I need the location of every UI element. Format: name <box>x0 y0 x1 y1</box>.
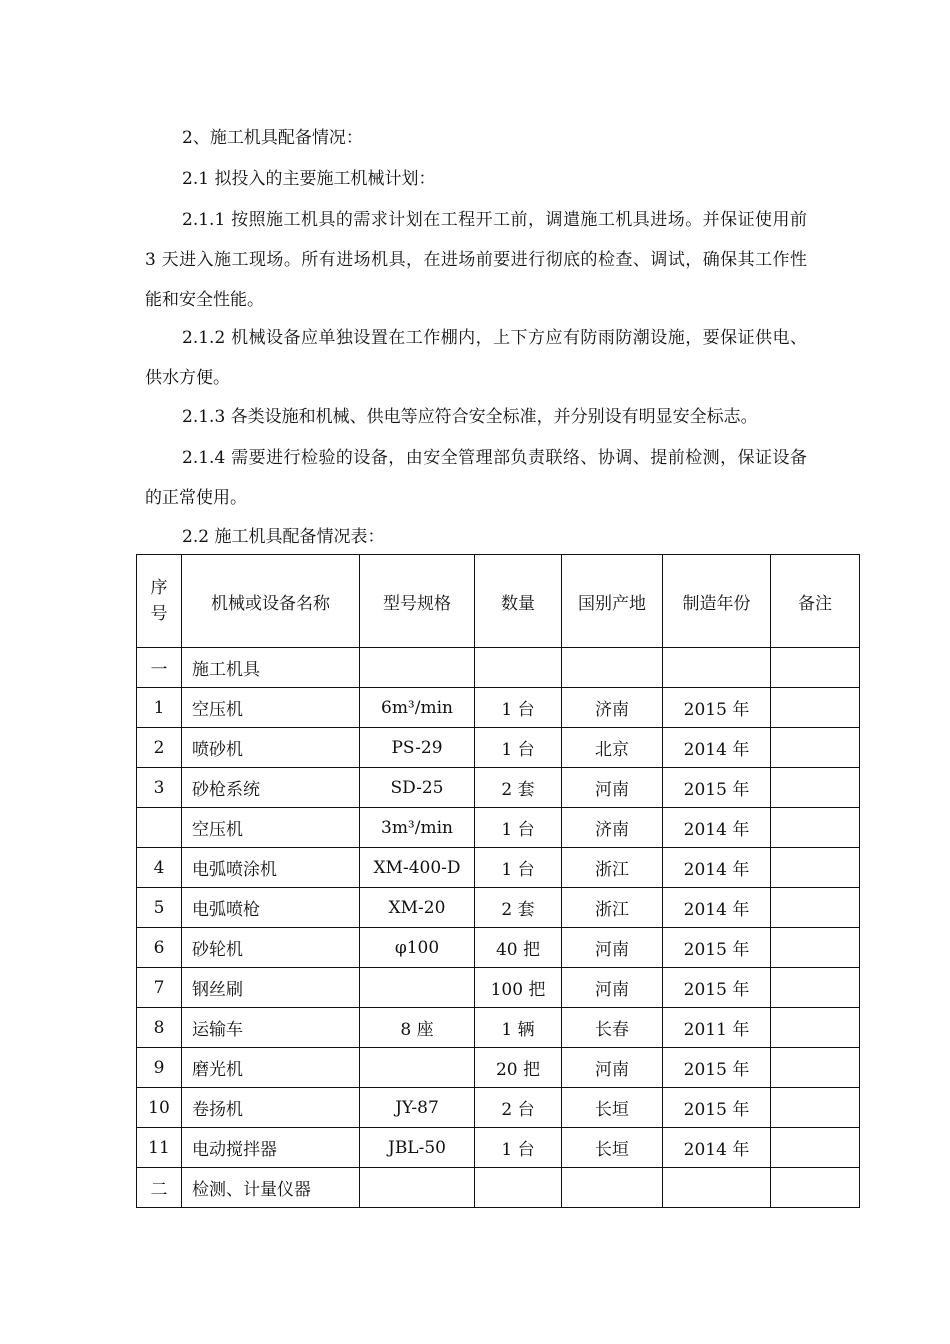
cell-name: 空压机 <box>182 688 360 728</box>
header-note: 备注 <box>771 555 860 648</box>
cell-year: 2015 年 <box>663 688 771 728</box>
paragraph-2-1-4: 2.1.4 需要进行检验的设备，由安全管理部负责联络、协调、提前检测，保证设备的正常使用。 <box>145 448 807 508</box>
cell-seq: 11 <box>137 1128 182 1168</box>
table-row <box>137 648 860 688</box>
cell-note <box>771 688 860 728</box>
cell-qty: 1 台 <box>475 688 562 728</box>
cell-name: 电弧喷涂机 <box>182 848 360 888</box>
cell-qty: 1 台 <box>475 848 562 888</box>
cell-origin: 浙江 <box>562 848 663 888</box>
cell-model <box>360 968 475 1008</box>
cell-seq: 一 <box>137 648 182 688</box>
cell-origin: 长垣 <box>562 1088 663 1128</box>
cell-model: XM-400-D <box>360 848 475 888</box>
cell-model <box>360 1048 475 1088</box>
cell-model: 8 座 <box>360 1008 475 1048</box>
cell-qty <box>475 648 562 688</box>
cell-model: 3m³/min <box>360 808 475 848</box>
table-row <box>137 808 860 848</box>
cell-year <box>663 648 771 688</box>
cell-year: 2015 年 <box>663 768 771 808</box>
table-row <box>137 968 860 1008</box>
cell-model: 6m³/min <box>360 688 475 728</box>
cell-year: 2014 年 <box>663 1128 771 1168</box>
cell-seq: 6 <box>137 928 182 968</box>
table-row <box>137 728 860 768</box>
table-body <box>137 648 860 1208</box>
cell-seq: 4 <box>137 848 182 888</box>
cell-qty: 1 台 <box>475 808 562 848</box>
header-name: 机械或设备名称 <box>182 555 360 648</box>
cell-year: 2015 年 <box>663 1088 771 1128</box>
cell-name: 运输车 <box>182 1008 360 1048</box>
cell-name: 空压机 <box>182 808 360 848</box>
cell-qty: 1 台 <box>475 1128 562 1168</box>
header-seq-line1: 序 <box>150 578 168 598</box>
section-heading: 2、施工机具配备情况： <box>182 128 363 148</box>
cell-note <box>771 1168 860 1208</box>
cell-seq: 1 <box>137 688 182 728</box>
cell-origin: 河南 <box>562 768 663 808</box>
cell-seq: 二 <box>137 1168 182 1208</box>
cell-origin: 河南 <box>562 928 663 968</box>
cell-origin: 长垣 <box>562 1128 663 1168</box>
cell-origin: 河南 <box>562 968 663 1008</box>
table-row <box>137 1008 860 1048</box>
cell-seq: 9 <box>137 1048 182 1088</box>
cell-note <box>771 1128 860 1168</box>
cell-origin: 济南 <box>562 688 663 728</box>
cell-year: 2014 年 <box>663 848 771 888</box>
cell-model: XM-20 <box>360 888 475 928</box>
cell-model: JBL-50 <box>360 1128 475 1168</box>
header-seq <box>137 555 182 648</box>
cell-origin: 河南 <box>562 1048 663 1088</box>
cell-qty: 2 套 <box>475 768 562 808</box>
paragraph-2-1-3: 2.1.3 各类设施和机械、供电等应符合安全标准，并分别设有明显安全标志。 <box>182 407 758 427</box>
cell-seq <box>137 808 182 848</box>
cell-note <box>771 848 860 888</box>
subsection-heading: 2.1 拟投入的主要施工机械计划： <box>182 169 436 189</box>
cell-name: 电动搅拌器 <box>182 1128 360 1168</box>
cell-year: 2014 年 <box>663 728 771 768</box>
cell-model: SD-25 <box>360 768 475 808</box>
table-row <box>137 888 860 928</box>
table-row <box>137 768 860 808</box>
cell-year: 2015 年 <box>663 1048 771 1088</box>
table-caption: 2.2 施工机具配备情况表： <box>182 527 385 547</box>
cell-name: 检测、计量仪器 <box>182 1168 360 1208</box>
header-model: 型号规格 <box>360 555 475 648</box>
cell-name: 磨光机 <box>182 1048 360 1088</box>
cell-note <box>771 648 860 688</box>
paragraph-2-1-1: 2.1.1 按照施工机具的需求计划在工程开工前，调遣施工机具进场。并保证使用前 3 天进入施工现场。所有进场机具，在进场前要进行彻底的检查、调试，确保其工作性能和安全性能。 <box>145 210 807 310</box>
cell-qty: 1 台 <box>475 728 562 768</box>
cell-name: 砂枪系统 <box>182 768 360 808</box>
cell-origin: 北京 <box>562 728 663 768</box>
table-row <box>137 1128 860 1168</box>
cell-seq: 3 <box>137 768 182 808</box>
header-year: 制造年份 <box>663 555 771 648</box>
cell-note <box>771 1088 860 1128</box>
cell-seq: 5 <box>137 888 182 928</box>
cell-qty: 100 把 <box>475 968 562 1008</box>
cell-note <box>771 768 860 808</box>
cell-note <box>771 968 860 1008</box>
paragraph-2-1-2: 2.1.2 机械设备应单独设置在工作棚内，上下方应有防雨防潮设施，要保证供电、供水方便。 <box>145 328 807 388</box>
cell-note <box>771 888 860 928</box>
cell-model: φ100 <box>360 928 475 968</box>
cell-name: 施工机具 <box>182 648 360 688</box>
cell-origin: 长春 <box>562 1008 663 1048</box>
table-row <box>137 848 860 888</box>
cell-qty: 20 把 <box>475 1048 562 1088</box>
cell-origin <box>562 648 663 688</box>
cell-qty <box>475 1168 562 1208</box>
cell-qty: 2 台 <box>475 1088 562 1128</box>
cell-qty: 2 套 <box>475 888 562 928</box>
cell-year: 2011 年 <box>663 1008 771 1048</box>
cell-note <box>771 928 860 968</box>
header-origin: 国别产地 <box>562 555 663 648</box>
table-row <box>137 928 860 968</box>
header-seq-line2: 号 <box>150 604 168 624</box>
cell-name: 钢丝刷 <box>182 968 360 1008</box>
cell-model <box>360 1168 475 1208</box>
cell-model: PS-29 <box>360 728 475 768</box>
cell-year <box>663 1168 771 1208</box>
cell-seq: 2 <box>137 728 182 768</box>
cell-name: 喷砂机 <box>182 728 360 768</box>
cell-name: 电弧喷枪 <box>182 888 360 928</box>
cell-model: JY-87 <box>360 1088 475 1128</box>
cell-model <box>360 648 475 688</box>
cell-qty: 1 辆 <box>475 1008 562 1048</box>
cell-note <box>771 808 860 848</box>
header-qty: 数量 <box>475 555 562 648</box>
table-row <box>137 1048 860 1088</box>
cell-year: 2015 年 <box>663 928 771 968</box>
table-row <box>137 688 860 728</box>
cell-note <box>771 1048 860 1088</box>
cell-name: 砂轮机 <box>182 928 360 968</box>
cell-origin: 浙江 <box>562 888 663 928</box>
cell-seq: 10 <box>137 1088 182 1128</box>
cell-origin <box>562 1168 663 1208</box>
equipment-table <box>136 554 860 1208</box>
cell-year: 2014 年 <box>663 888 771 928</box>
cell-qty: 40 把 <box>475 928 562 968</box>
cell-origin: 济南 <box>562 808 663 848</box>
cell-name: 卷扬机 <box>182 1088 360 1128</box>
table-row <box>137 1088 860 1128</box>
table-row <box>137 1168 860 1208</box>
cell-seq: 8 <box>137 1008 182 1048</box>
cell-year: 2015 年 <box>663 968 771 1008</box>
cell-seq: 7 <box>137 968 182 1008</box>
cell-note <box>771 1008 860 1048</box>
table-header-row <box>137 555 860 648</box>
cell-year: 2014 年 <box>663 808 771 848</box>
cell-note <box>771 728 860 768</box>
